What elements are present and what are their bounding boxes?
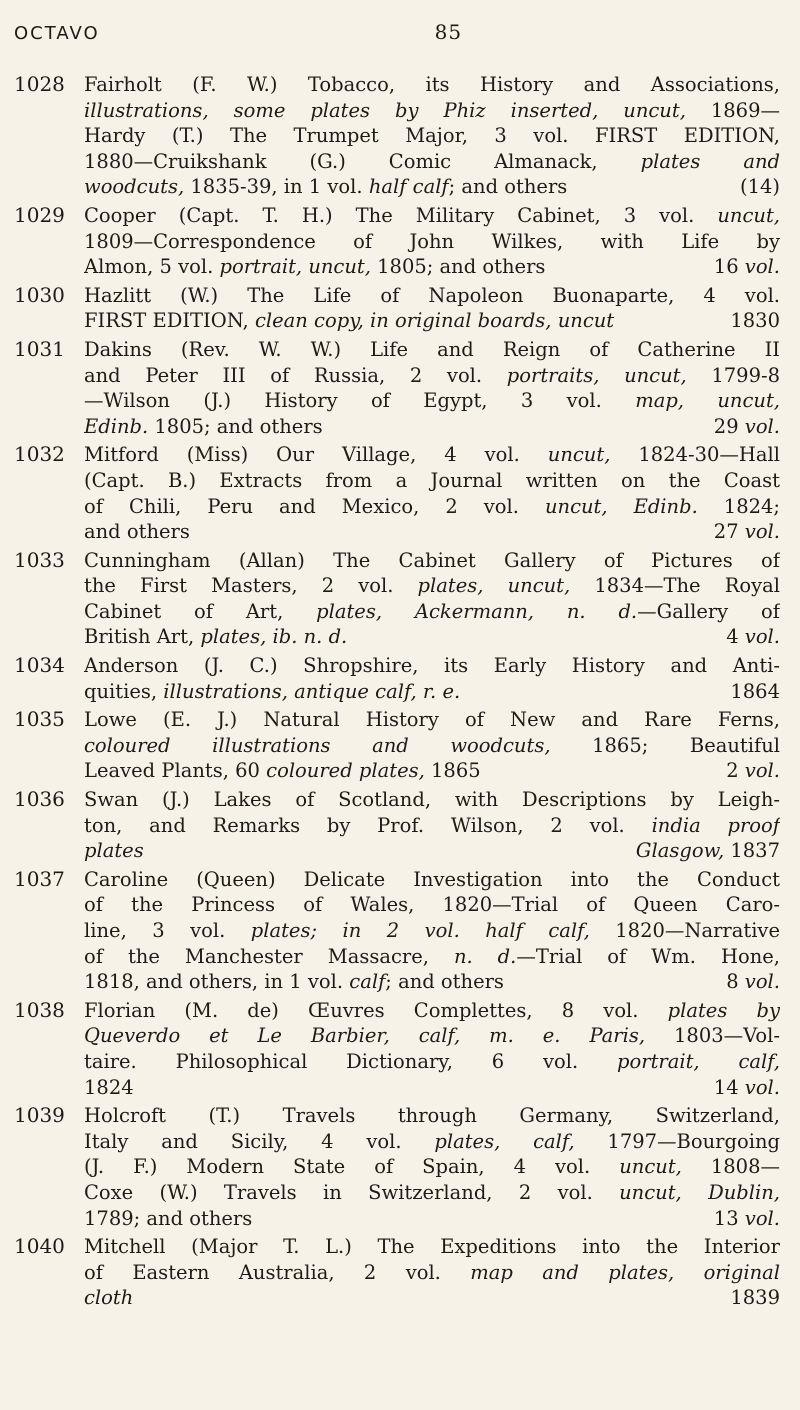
entry-text: FIRST EDITION, clean copy, in original boards, uncut xyxy=(84,309,615,333)
entry-count: 2 vol. xyxy=(726,759,780,783)
entry-line xyxy=(84,733,780,759)
lot-number: 1037 xyxy=(14,866,65,891)
lot-entry xyxy=(14,998,780,1100)
entry-text: 1789; and others xyxy=(84,1206,253,1230)
entry-text: Queverdo et Le Barbier, calf, m. e. Paris, 1803—Vol- xyxy=(84,1024,780,1048)
entry-text: Italy and Sicily, 4 vol. plates, calf, 1797—Bourgoing xyxy=(84,1129,780,1153)
lot-entry xyxy=(14,1234,780,1311)
entry-text: British Art, plates, ib. n. d. xyxy=(84,625,348,649)
entry-line xyxy=(84,892,780,918)
lot-number: 1029 xyxy=(14,202,65,227)
entry-line xyxy=(84,813,780,839)
entry-text: Hardy (T.) The Trumpet Major, 3 vol. FIRST EDITION, xyxy=(84,124,780,148)
entry-count: Glasgow, 1837 xyxy=(635,839,780,863)
entry-line xyxy=(84,519,780,545)
lot-entry xyxy=(14,707,780,784)
entry-line xyxy=(84,548,780,574)
entry-text: cloth xyxy=(84,1286,134,1310)
entry-line xyxy=(84,1049,780,1075)
entry-line xyxy=(84,573,780,599)
entry-count: 14 vol. xyxy=(713,1075,780,1099)
lot-entry xyxy=(14,337,780,439)
lot-entry xyxy=(14,548,780,650)
lot-number: 1034 xyxy=(14,653,65,678)
lot-number: 1035 xyxy=(14,707,65,732)
lot-list xyxy=(14,72,780,1314)
entry-count: 1839 xyxy=(730,1286,780,1310)
entry-count: 4 vol. xyxy=(726,625,780,649)
entry-text: Cunningham (Allan) The Cabinet Gallery of Pictures of xyxy=(84,548,780,572)
lot-entry xyxy=(14,653,780,704)
entry-text: 1809—Correspondence of John Wilkes, with Life by xyxy=(84,229,780,253)
entry-count: 16 vol. xyxy=(713,255,780,279)
lot-entry xyxy=(14,283,780,334)
lot-number: 1040 xyxy=(14,1234,65,1259)
entry-line xyxy=(84,174,780,200)
entry-line xyxy=(84,494,780,520)
lot-number: 1036 xyxy=(14,787,65,812)
entry-line xyxy=(84,867,780,893)
lot-entry xyxy=(14,867,780,995)
entry-text: line, 3 vol. plates; in 2 vol. half calf, 1820—Narrative xyxy=(84,919,780,942)
entry-line xyxy=(84,229,780,255)
entry-text: ton, and Remarks by Prof. Wilson, 2 vol. india proof xyxy=(84,813,780,837)
entry-text: illustrations, some plates by Phiz inserted, uncut, 1869— xyxy=(84,98,780,122)
entry-text: Hazlitt (W.) The Life of Napoleon Buonaparte, 4 vol. xyxy=(84,283,780,307)
entry-text: Dakins (Rev. W. W.) Life and Reign of Catherine II xyxy=(84,337,780,361)
entry-text: quities, illustrations, antique calf, r. e. xyxy=(84,679,461,703)
entry-line xyxy=(84,944,780,970)
lot-number: 1039 xyxy=(14,1103,65,1128)
lot-number: 1038 xyxy=(14,997,65,1022)
entry-text: Leaved Plants, 60 coloured plates, 1865 xyxy=(84,759,481,783)
entry-line xyxy=(84,1180,780,1206)
entry-line xyxy=(84,1234,780,1260)
entry-text: (Capt. B.) Extracts from a Journal written on the Coast xyxy=(84,468,780,492)
lot-entry xyxy=(14,442,780,544)
entry-line xyxy=(84,1103,780,1129)
entry-line xyxy=(84,414,780,440)
entry-line xyxy=(84,599,780,625)
entry-text: taire. Philosophical Dictionary, 6 vol. portrait, calf, xyxy=(84,1049,780,1073)
lot-number: 1030 xyxy=(14,282,65,307)
entry-line xyxy=(84,442,780,468)
entry-count: 29 vol. xyxy=(713,414,780,438)
entry-line xyxy=(84,758,780,784)
entry-line xyxy=(84,149,780,175)
entry-line xyxy=(84,283,780,309)
entry-line xyxy=(84,1285,780,1311)
entry-text: Mitford (Miss) Our Village, 4 vol. uncut, 1824-30—Hall xyxy=(84,443,780,467)
entry-line xyxy=(84,707,780,733)
lot-number: 1032 xyxy=(14,442,65,467)
entry-count: (14) xyxy=(739,175,780,199)
entry-line xyxy=(84,308,780,334)
entry-line xyxy=(84,203,780,229)
entry-count: 1830 xyxy=(730,309,780,333)
entry-line xyxy=(84,337,780,363)
lot-number: 1031 xyxy=(14,336,65,361)
entry-line xyxy=(84,1023,780,1049)
entry-line xyxy=(84,624,780,650)
entry-line xyxy=(84,787,780,813)
entry-text: Mitchell (Major T. L.) The Expeditions into the Interior xyxy=(84,1235,780,1259)
entry-line xyxy=(84,254,780,280)
entry-text: and Peter III of Russia, 2 vol. portraits, uncut, 1799-8 xyxy=(84,363,780,387)
entry-line xyxy=(84,72,780,98)
entry-line xyxy=(84,98,780,124)
entry-text: Caroline (Queen) Delicate Investigation into the Conduct xyxy=(84,867,780,891)
lot-number: 1028 xyxy=(14,72,65,96)
entry-text: Holcroft (T.) Travels through Germany, Switzerland, xyxy=(84,1104,780,1128)
entry-text: (J. F.) Modern State of Spain, 4 vol. uncut, 1808— xyxy=(84,1155,780,1179)
entry-line xyxy=(84,1129,780,1155)
entry-count: 8 vol. xyxy=(726,970,780,994)
page-number: 85 xyxy=(434,20,463,44)
entry-count: 13 vol. xyxy=(713,1206,780,1230)
entry-text: of the Manchester Massacre, n. d.—Trial of Wm. Hone, xyxy=(84,944,780,968)
entry-line xyxy=(84,838,780,864)
page-header xyxy=(14,20,680,44)
entry-text: of Chili, Peru and Mexico, 2 vol. uncut, Edinb. 1824; xyxy=(84,494,780,518)
entry-text: Swan (J.) Lakes of Scotland, with Descriptions by Leigh- xyxy=(84,788,780,812)
entry-text: Fairholt (F. W.) Tobacco, its History and Associations, xyxy=(84,73,780,96)
lot-entry xyxy=(14,72,780,200)
entry-line xyxy=(84,998,780,1024)
entry-text: woodcuts, 1835-39, in 1 vol. half calf; and others xyxy=(84,175,568,199)
entry-text: Cooper (Capt. T. H.) The Military Cabinet, 3 vol. uncut, xyxy=(84,203,780,227)
lot-entry xyxy=(14,203,780,280)
entry-text: and others xyxy=(84,520,190,544)
lot-number: 1033 xyxy=(14,547,65,572)
entry-line xyxy=(84,1260,780,1286)
entry-line xyxy=(84,468,780,494)
entry-text: Florian (M. de) Œuvres Complettes, 8 vol. plates by xyxy=(84,998,780,1022)
entry-line xyxy=(84,1075,780,1101)
entry-text: 1818, and others, in 1 vol. calf; and others xyxy=(84,970,504,994)
entry-text: the First Masters, 2 vol. plates, uncut, 1834—The Royal xyxy=(84,574,780,598)
entry-text: Lowe (E. J.) Natural History of New and Rare Ferns, xyxy=(84,708,780,732)
entry-line xyxy=(84,123,780,149)
entry-text: plates xyxy=(84,839,144,863)
entry-line xyxy=(84,918,780,944)
entry-line xyxy=(84,1154,780,1180)
entry-count: 1864 xyxy=(730,679,780,703)
lot-entry xyxy=(14,1103,780,1231)
entry-text: Coxe (W.) Travels in Switzerland, 2 vol. uncut, Dublin, xyxy=(84,1180,780,1204)
entry-text: Edinb. 1805; and others xyxy=(84,414,323,438)
entry-line xyxy=(84,969,780,995)
entry-text: 1824 xyxy=(84,1075,134,1099)
section-title: OCTAVO xyxy=(14,23,100,44)
entry-line xyxy=(84,363,780,389)
entry-text: 1880—Cruikshank (G.) Comic Almanack, plates and xyxy=(84,149,780,173)
entry-line xyxy=(84,388,780,414)
entry-text: of Eastern Australia, 2 vol. map and plates, original xyxy=(84,1260,780,1284)
entry-text: Anderson (J. C.) Shropshire, its Early History and Anti- xyxy=(84,654,780,678)
lot-entry xyxy=(14,787,780,864)
entry-line xyxy=(84,653,780,679)
entry-text: coloured illustrations and woodcuts, 1865; Beautiful xyxy=(84,733,780,757)
entry-line xyxy=(84,1206,780,1232)
entry-line xyxy=(84,679,780,705)
entry-text: Almon, 5 vol. portrait, uncut, 1805; and others xyxy=(84,255,546,279)
entry-count: 27 vol. xyxy=(713,520,780,544)
entry-text: Cabinet of Art, plates, Ackermann, n. d.—Gallery of xyxy=(84,599,780,623)
entry-text: of the Princess of Wales, 1820—Trial of Queen Caro- xyxy=(84,893,780,917)
entry-text: —Wilson (J.) History of Egypt, 3 vol. map, uncut, xyxy=(84,389,780,413)
